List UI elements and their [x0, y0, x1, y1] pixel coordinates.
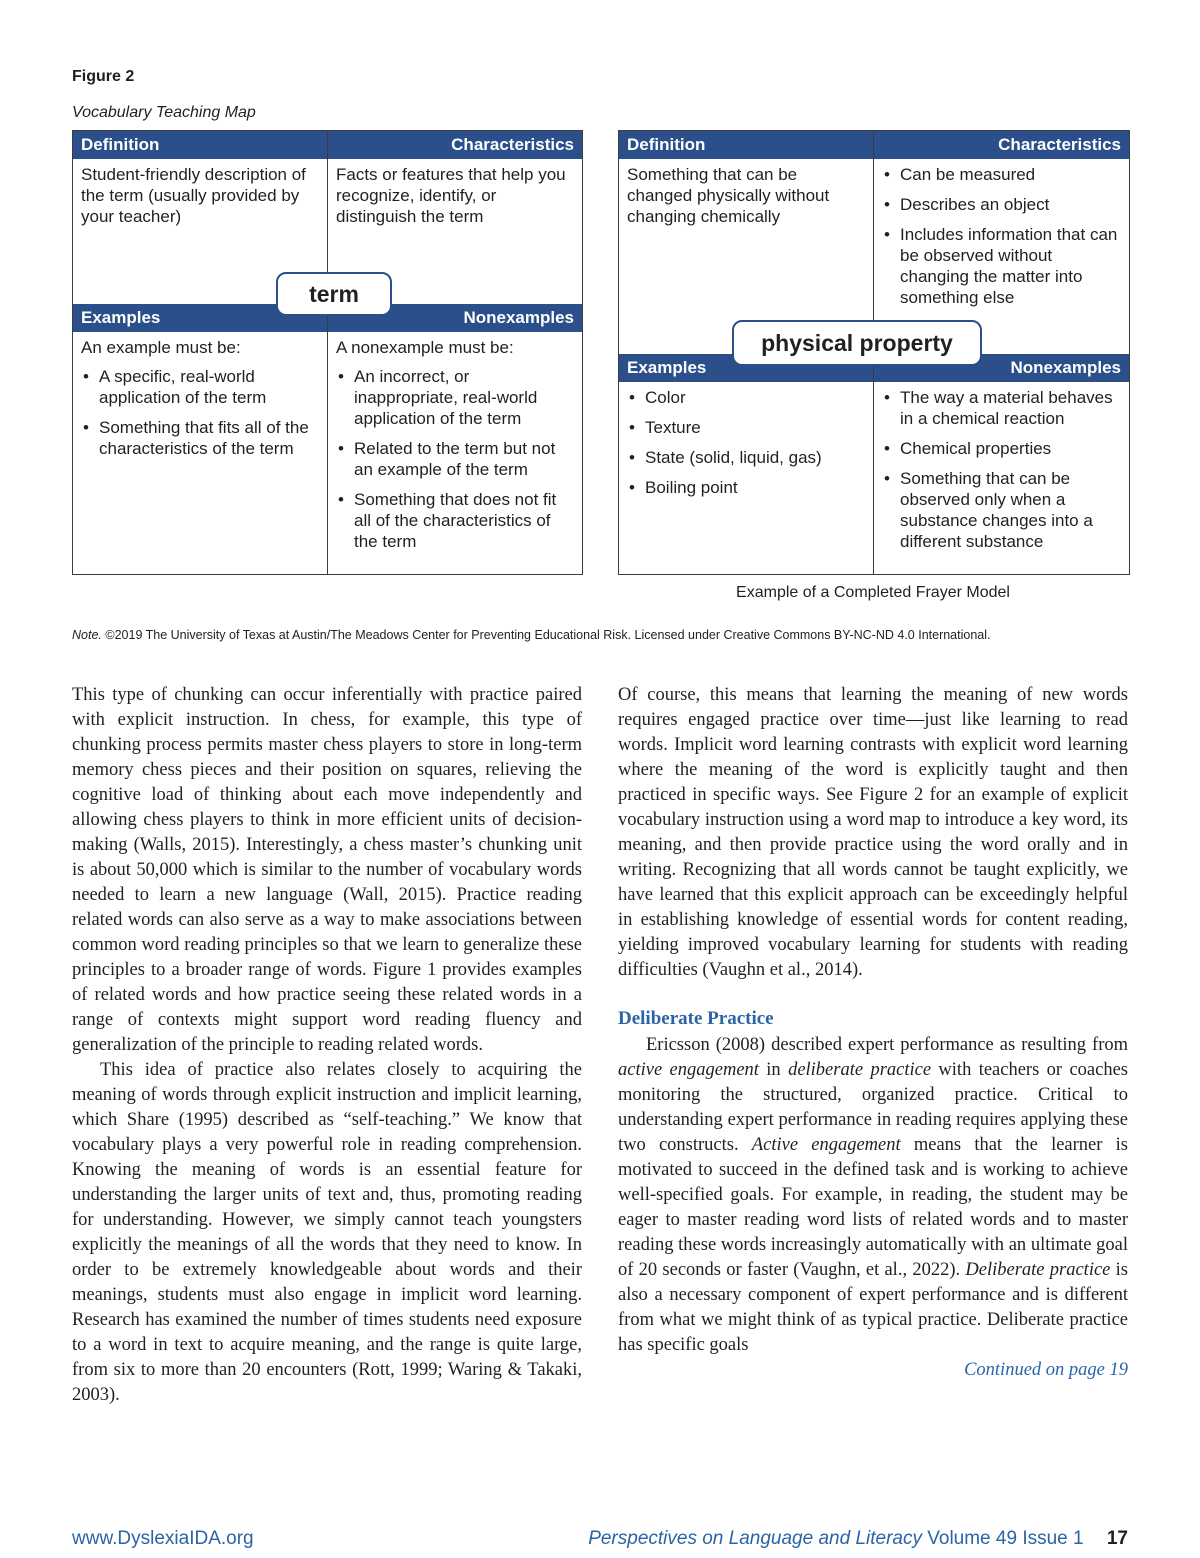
examples-cell [73, 332, 327, 473]
footer-url[interactable]: www.DyslexiaIDA.org [72, 1528, 254, 1549]
list-item: • The way a material behaves in a chemical reaction [882, 387, 1121, 429]
list-item: • Chemical properties [882, 438, 1121, 459]
paragraph: This type of chunking can occur inferentially with practice paired with explicit instruction. In chess, for example, this type of chunking process permits master chess players to store in long-term memory chess pieces and their position on squares, relieving the cognitive load of thinking about each move independently and allowing chess players to think in more efficient units of decision-making (Walls, 2015). Interestingly, a chess master’s chunking unit is about 50,000 which is similar to the number of vocabulary words needed to learn a new language (Wall, 2015). Practice reading related words can also serve as a way to make associations between common word reading principles so that we learn to generalize these principles to a broader range of words. Figure 1 provides examples of related words and how practice seeing these related words in a range of contexts might support word reading fluency and generalization of the principle to reading related words. [72, 685, 582, 1055]
emphasis: active engagement [618, 1060, 759, 1080]
characteristics-header-label: Characteristics [451, 135, 574, 154]
left-column [72, 683, 582, 1408]
list-item: • Color [627, 387, 865, 408]
paragraph [618, 1033, 1128, 1358]
nonexamples-header-label: Nonexamples [463, 308, 574, 327]
examples-header-label: Examples [627, 358, 707, 377]
text-run: in [758, 1060, 789, 1080]
definition-cell: Student-friendly description of the term (usually provided by your teacher) [81, 165, 306, 226]
list-item: • Something that does not fit all of the characteristics of the term [336, 489, 574, 552]
examples-lead: An example must be: [81, 338, 241, 357]
emphasis: deliberate practice [788, 1060, 932, 1080]
footer-journal-info [588, 1528, 1128, 1550]
journal-issue: Volume 49 Issue 1 [927, 1528, 1084, 1549]
list-item: • Includes information that can be observed without changing the matter into something else [882, 224, 1121, 308]
text-run: is also a necessary component of expert performance and is different from what we might think of as typical practice. Deliberate practice has specific goals [618, 1260, 1128, 1355]
paragraph: Of course, this means that learning the meaning of new words requires engaged practice over time—just like learning to read words. Implicit word learning contrasts with explicit word learning where the meaning of the word is explicitly taught and then practiced in specific ways. See Figure 2 for an example of explicit vocabulary instruction using a word map to introduce a key word, its meaning, and then provide practice using the word orally and in writing. Recognizing that all words cannot be taught explicitly, we have learned that this explicit approach can be exceedingly helpful in establishing knowledge of essential words for content reading, yielding improved vocabulary learning for students with reading difficulties (Vaughn et al., 2014). [618, 685, 1128, 980]
nonexamples-cell [328, 332, 582, 566]
list-item: • State (solid, liquid, gas) [627, 447, 865, 468]
journal-title: Perspectives on Language and Literacy [588, 1528, 922, 1549]
examples-cell [619, 382, 873, 512]
definition-header-label: Definition [81, 135, 160, 154]
list-item: • Texture [627, 417, 865, 438]
note-text: ©2019 The University of Texas at Austin/The Meadows Center for Preventing Educational Risk. Licensed under Creative Commons BY-NC-ND 4.0 International. [105, 628, 991, 642]
figure-note [72, 628, 991, 642]
list-item: • A specific, real-world application of the term [81, 366, 319, 408]
characteristics-header [874, 131, 1129, 159]
list-item: • An incorrect, or inappropriate, real-world application of the term [336, 366, 574, 429]
figure-label: Figure 2 [72, 68, 135, 85]
text-run: with teachers or coaches monitoring the structured, organized practice. Critical to understanding expert performance in reading requires applying these two constructs. [618, 1060, 1128, 1155]
definition-header [619, 131, 873, 159]
characteristics-header [328, 131, 582, 159]
definition-cell: Something that can be changed physically without changing chemically [627, 165, 830, 226]
section-heading: Deliberate Practice [618, 1008, 774, 1029]
page-number: 17 [1106, 1528, 1128, 1549]
emphasis: Active engagement [751, 1135, 901, 1155]
list-item: • Boiling point [627, 477, 865, 498]
list-item: • Something that can be observed only when a substance changes into a different substance [882, 468, 1121, 552]
definition-header-label: Definition [627, 135, 706, 154]
figure-title: Vocabulary Teaching Map [72, 104, 256, 121]
text-run: Ericsson (2008) described expert performance as resulting from [646, 1035, 1128, 1055]
paragraph: This idea of practice also relates closely to acquiring the meaning of words through explicit instruction and implicit learning, which Share (1995) described as “self-teaching.” We know that vocabulary plays a very powerful role in reading comprehension. Knowing the meaning of words is an essential feature for understanding the larger units of text and, thus, promoting reading for understanding. However, we simply cannot teach youngsters explicitly the meanings of all the words that they need to know. In order to be extremely knowledgeable about words and their meanings, students must also engage in implicit word learning. Research has examined the number of times students need exposure to a word in text to acquire meaning, and the range is quite large, from six to more than 20 encounters (Rott, 1999; Waring & Takaki, 2003). [72, 1060, 582, 1405]
term-box: term [276, 272, 392, 316]
term-box: physical property [732, 320, 982, 366]
frayer-template-map [72, 130, 583, 575]
note-label: Note. [72, 628, 102, 642]
right-column [618, 683, 1128, 1383]
nonexamples-cell [874, 382, 1129, 566]
nonexamples-lead: A nonexample must be: [336, 338, 514, 357]
emphasis: Deliberate practice [965, 1260, 1111, 1280]
nonexamples-header-label: Nonexamples [1010, 358, 1121, 377]
text-run: means that the learner is motivated to succeed in the defined task and is working to achieve well-specified goals. For example, in reading, the student may be eager to master reading word lists of related words and to master reading these words increasingly automatically with an ultimate goal of 20 seconds or faster (Vaughn, et al., 2022). [618, 1135, 1128, 1280]
list-item: • Something that fits all of the characteristics of the term [81, 417, 319, 459]
definition-header [73, 131, 327, 159]
list-item: • Related to the term but not an example of the term [336, 438, 574, 480]
characteristics-cell [874, 159, 1129, 322]
list-item: • Can be measured [882, 164, 1121, 185]
continued-link[interactable]: Continued on page 19 [964, 1360, 1128, 1380]
figure-caption: Example of a Completed Frayer Model [736, 584, 1010, 601]
list-item: • Describes an object [882, 194, 1121, 215]
frayer-completed-map [618, 130, 1130, 575]
characteristics-header-label: Characteristics [998, 135, 1121, 154]
examples-header-label: Examples [81, 308, 161, 327]
characteristics-cell: Facts or features that help you recognize, identify, or distinguish the term [336, 165, 566, 226]
